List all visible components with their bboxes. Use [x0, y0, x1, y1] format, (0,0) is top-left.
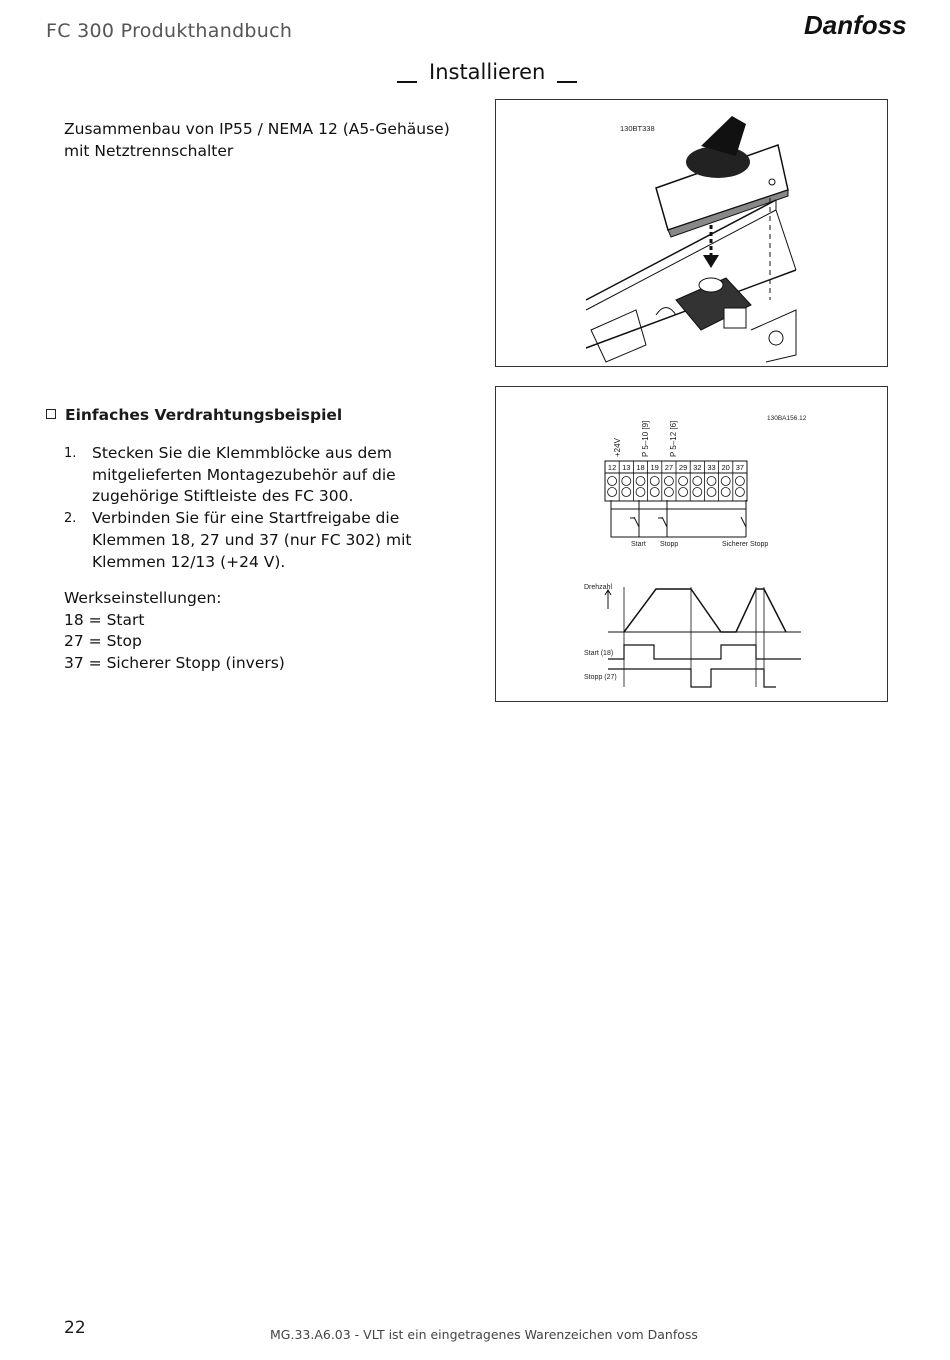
- danfoss-logo: [800, 2, 910, 44]
- terminal-strip: [605, 461, 747, 501]
- speed-axis: [605, 590, 611, 609]
- terminal-number: 19: [650, 463, 659, 472]
- stop-signal: [608, 669, 776, 687]
- wiring-step: [64, 443, 464, 508]
- terminal-screw: [679, 488, 688, 497]
- terminal-screw: [622, 477, 631, 486]
- start-switch: [630, 500, 639, 527]
- terminal-screw: [721, 488, 730, 497]
- terminal-number: 13: [622, 463, 631, 472]
- terminal-number: 32: [693, 463, 702, 472]
- step-line: Klemmen 12/13 (+24 V).: [92, 552, 286, 571]
- wiring-figure: [495, 386, 888, 702]
- assembly-caption: [64, 119, 464, 162]
- terminal-screw: [664, 477, 673, 486]
- terminal-screw: [721, 477, 730, 486]
- footer-text: MG.33.A6.03 - VLT ist ein eingetragenes Warenzeichen vom Danfoss: [270, 1327, 698, 1342]
- screw: [769, 331, 783, 345]
- terminal-screw: [707, 477, 716, 486]
- rotated-label: P 5–12 [6]: [669, 420, 678, 457]
- rotated-label: +24V: [613, 438, 622, 457]
- terminal-screw: [707, 488, 716, 497]
- terminal-screw: [608, 488, 617, 497]
- terminal-screw: [679, 477, 688, 486]
- terminal-screw: [636, 477, 645, 486]
- wiring-heading-text: Einfaches Verdrahtungsbeispiel: [65, 406, 343, 424]
- start-signal: [608, 645, 801, 659]
- terminal-screw: [664, 488, 673, 497]
- terminal-number: 20: [721, 463, 730, 472]
- timing-label-speed: Drehzahl: [584, 584, 613, 591]
- section-title-text: Installieren: [429, 60, 546, 84]
- terminal-number: 37: [735, 463, 745, 472]
- terminal-screw: [608, 477, 617, 486]
- default-entry: 18 = Start: [64, 610, 145, 629]
- switch-label: Stopp: [660, 541, 679, 548]
- wiring-heading: [46, 406, 342, 424]
- step-line: Klemmen 18, 27 und 37 (nur FC 302) mit: [92, 530, 412, 549]
- step-line: Verbinden Sie für eine Startfreigabe die: [92, 509, 400, 528]
- document-title: FC 300 Produkthandbuch: [46, 20, 293, 42]
- assembly-figure: [495, 99, 888, 367]
- assembly-caption-line: mit Netztrennschalter: [64, 141, 234, 160]
- step-line: Stecken Sie die Klemmblöcke aus dem: [92, 444, 392, 462]
- timing-label-start: Start (18): [584, 650, 614, 657]
- terminal-screw: [650, 477, 659, 486]
- checkbox-bullet-icon: [46, 409, 56, 419]
- factory-defaults: [64, 588, 464, 675]
- switch-label: Start: [631, 541, 646, 548]
- terminal-screw: [693, 477, 702, 486]
- defaults-title: Werkseinstellungen:: [64, 589, 222, 607]
- assembly-drawing: [496, 100, 887, 366]
- wiring-steps: [64, 443, 464, 573]
- time-marker: [624, 587, 764, 687]
- page-number: 22: [64, 1318, 86, 1338]
- terminal-number: 33: [707, 463, 716, 472]
- speed-curve: [624, 589, 786, 632]
- switch-label: Sicherer Stopp: [722, 541, 769, 548]
- internal-detail: [751, 310, 796, 362]
- enclosure-edge: [776, 200, 796, 270]
- step-line: zugehörige Stiftleiste des FC 300.: [92, 487, 354, 506]
- stop-switch: [658, 500, 667, 527]
- step-number: 2.: [64, 511, 77, 527]
- wiring-step: [64, 508, 464, 573]
- terminal-screw: [650, 488, 659, 497]
- step-line: mitgelieferten Montagezubehör auf die: [92, 465, 396, 484]
- terminal-number: 18: [636, 463, 645, 472]
- step-number: 1.: [64, 446, 77, 461]
- logo-wordmark: Danfoss: [804, 10, 907, 40]
- terminal-block: [724, 308, 746, 328]
- switch-bus: [611, 509, 746, 537]
- terminal-screw: [693, 488, 702, 497]
- timing-label-stop: Stopp (27): [584, 674, 617, 681]
- cable-loop: [656, 308, 676, 316]
- assembly-arrow-head: [703, 255, 719, 268]
- figure-code: 130BA156.12: [767, 415, 807, 422]
- default-entry: 37 = Sicherer Stopp (invers): [64, 654, 285, 673]
- terminal-screw: [735, 477, 744, 486]
- section-title: [385, 60, 589, 84]
- safe-stop-switch: [741, 500, 746, 527]
- terminal-number: 12: [607, 463, 617, 472]
- rotated-label: P 5–10 [9]: [641, 420, 650, 457]
- title-rule-left: [397, 81, 417, 83]
- default-entry: 27 = Stop: [64, 632, 142, 651]
- terminal-number: 27: [664, 463, 674, 472]
- switch-shaft: [699, 278, 723, 292]
- assembly-caption-line: Zusammenbau von IP55 / NEMA 12 (A5-Gehäuse): [64, 120, 450, 138]
- title-rule-right: [557, 81, 577, 83]
- terminal-screw: [622, 488, 631, 497]
- terminal-screw: [636, 488, 645, 497]
- figure-code: 130BT338: [620, 124, 655, 133]
- terminal-number: 29: [678, 463, 688, 472]
- wiring-drawing: [496, 387, 887, 701]
- terminal-screw: [735, 488, 744, 497]
